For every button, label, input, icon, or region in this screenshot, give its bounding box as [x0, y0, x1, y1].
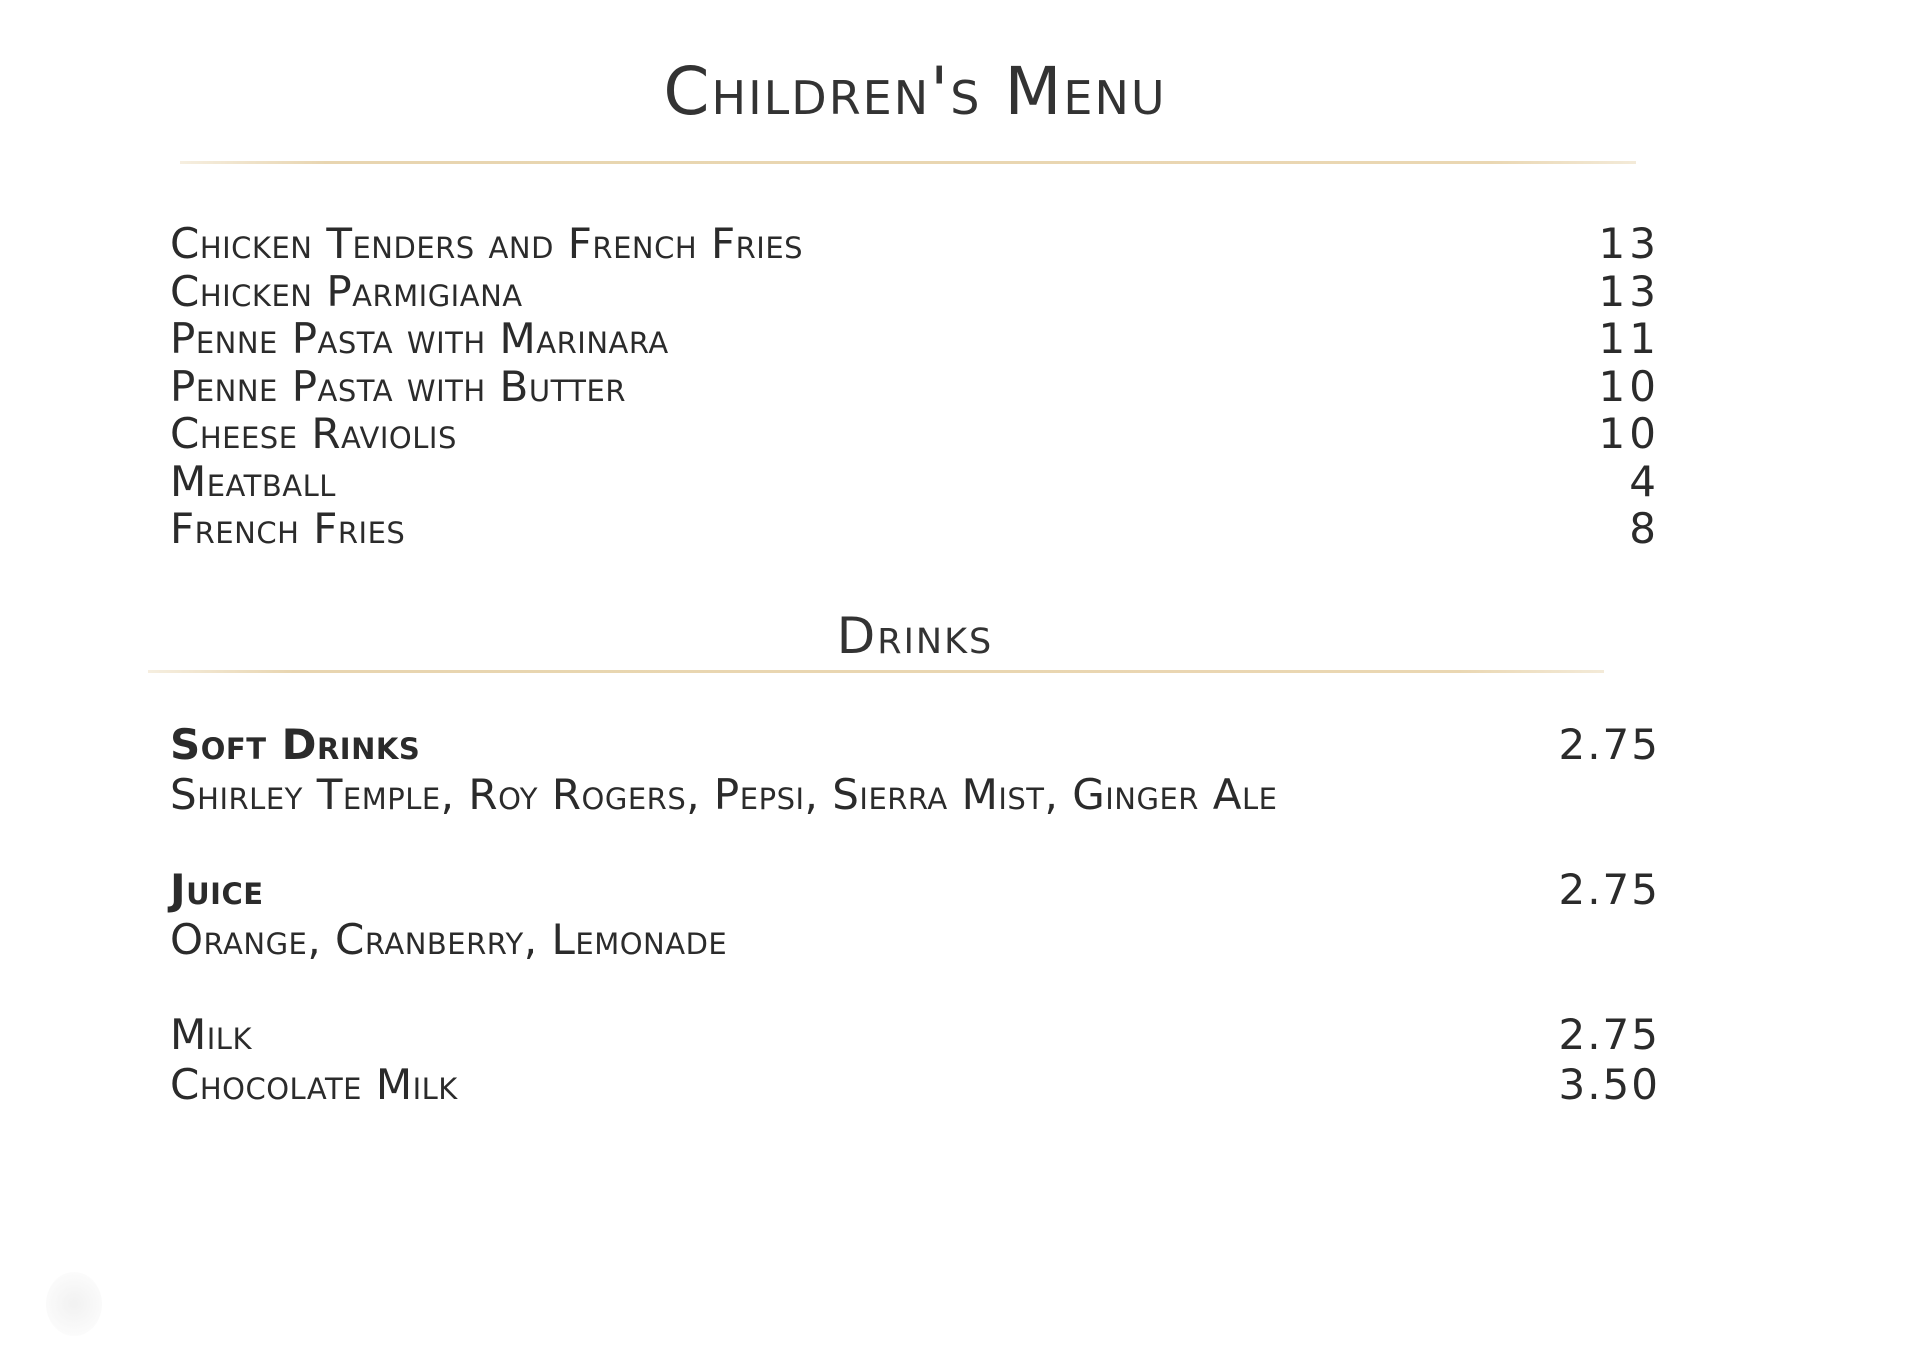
drink-header — [170, 720, 1660, 770]
drink-name: Soft Drinks — [170, 720, 421, 769]
drink-header — [170, 1060, 1660, 1110]
drink-price: 2.75 — [1558, 720, 1660, 769]
title-divider — [180, 161, 1636, 164]
drink-header — [170, 865, 1660, 915]
drinks-divider — [148, 670, 1604, 673]
drink-name: Juice — [170, 865, 264, 914]
menu-item — [170, 268, 1660, 316]
menu-item-price: 4 — [1629, 456, 1660, 506]
drink-name: Chocolate Milk — [170, 1060, 458, 1109]
menu-item — [170, 315, 1660, 363]
menu-item-name: Chicken Parmigiana — [170, 266, 523, 316]
page-title: Children's Menu — [663, 53, 1167, 130]
menu-item — [170, 410, 1660, 458]
menu-item-name: Penne Pasta with Butter — [170, 361, 626, 411]
menu-item-price: 8 — [1629, 504, 1660, 553]
menu-item-name: Chicken Tenders and French Fries — [170, 219, 804, 268]
drink-group-milk — [170, 1010, 1660, 1110]
menu-item — [170, 458, 1660, 506]
children-menu-list — [170, 220, 1660, 553]
drink-group-juice — [170, 865, 1660, 965]
menu-item — [170, 363, 1660, 411]
drink-price: 2.75 — [1558, 865, 1660, 914]
menu-item-price: 10 — [1598, 361, 1660, 411]
drink-options: Shirley Temple, Roy Rogers, Pepsi, Sierra Mist, Ginger Ale — [170, 770, 1278, 819]
scan-smudge — [46, 1272, 102, 1336]
drink-group-soft-drinks — [170, 720, 1660, 820]
drinks-list — [170, 720, 1660, 1155]
menu-item-price: 13 — [1598, 266, 1660, 316]
drink-options: Orange, Cranberry, Lemonade — [170, 915, 728, 964]
menu-item-price: 10 — [1598, 409, 1660, 458]
menu-item-name: Penne Pasta with Marinara — [170, 314, 669, 363]
menu-item-price: 11 — [1598, 314, 1660, 363]
drinks-heading: Drinks — [836, 607, 994, 665]
drink-header — [170, 1010, 1660, 1060]
menu-item — [170, 505, 1660, 553]
menu-item — [170, 220, 1660, 268]
menu-item-price: 13 — [1598, 219, 1660, 268]
menu-item-name: Cheese Raviolis — [170, 409, 457, 458]
drink-name: Milk — [170, 1010, 252, 1059]
drink-price: 2.75 — [1558, 1010, 1660, 1059]
menu-item-name: Meatball — [170, 456, 336, 506]
menu-item-name: French Fries — [170, 504, 406, 553]
drink-price: 3.50 — [1558, 1060, 1660, 1109]
